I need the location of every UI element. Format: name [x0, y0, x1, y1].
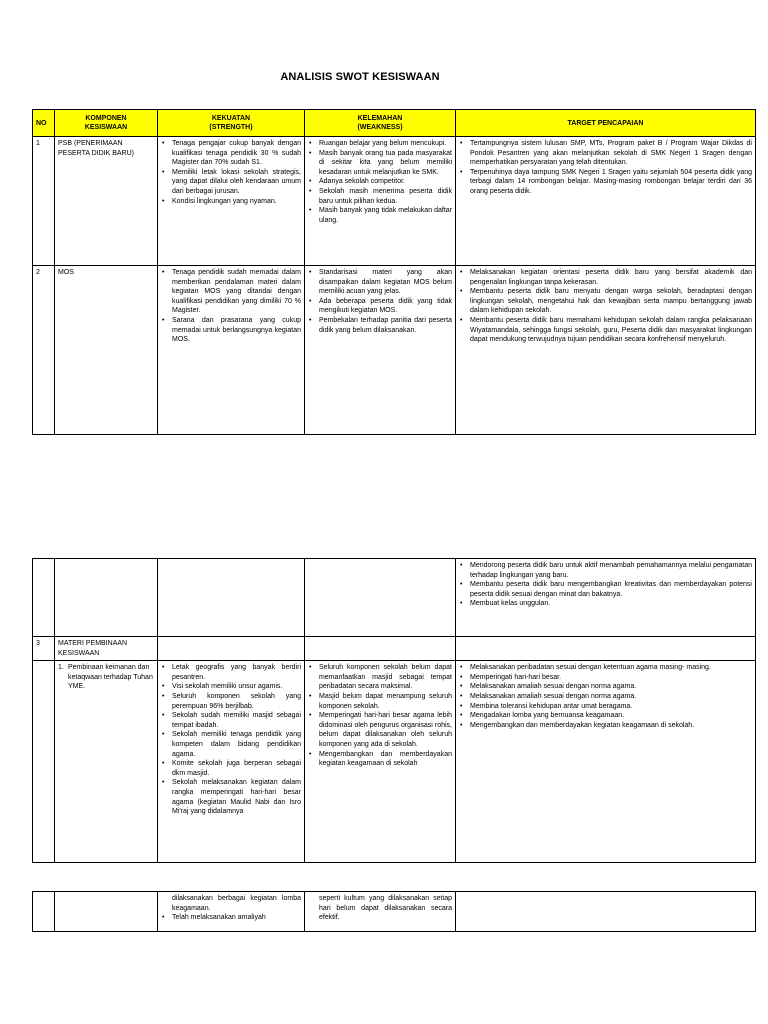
row-number: 2	[33, 266, 55, 435]
row-kekuatan	[158, 137, 305, 266]
row-kelemahan	[305, 137, 456, 266]
list-item: • Sekolah melaksanakan kegiatan dalam rangka memperingati hari-hari besar agama (kegiatan Maulid Nabi dan Isro Mi'raj yang didalamnya	[161, 778, 301, 816]
list-item: • Tertampungnya sistem lulusan SMP, MTs, Program paket B / Program Wajar Dikdas di Pondok Pesantren yang akan melanjutkan sekolah di SMK Negeri 1 Sragen dengan memperhatikan persyaratan yang telah ditentukan.	[459, 139, 752, 168]
sub-number: 1.	[58, 664, 64, 672]
list-item: • Sarana dan prasarana yang cukup memadai untuk berlangsungnya kegiatan MOS.	[161, 316, 301, 345]
list-item: • Komite sekolah juga berperan sebagai dkm masjid.	[161, 759, 301, 778]
list-item: • Pembekalan terhadap panitia dari peserta didik yang belum dilaksanakan.	[308, 316, 452, 335]
list-item: • Memiliki letak lokasi sekolah strategis, yang dapat dilalui oleh kendaraan umum dari berbagai jurusan.	[161, 168, 301, 197]
list-item: • Memperingati hari-hari besar agama lebih didominasi oleh pengurus organisasi rohis, belum dapat dilaksanakan oleh seluruh komponen yang ada di sekolah.	[308, 711, 452, 749]
row-komponen: PSB (PENERIMAAN PESERTA DIDIK BARU)	[55, 137, 158, 266]
list-item: • Masih banyak yang tidak melakukan daftar ulang.	[308, 206, 452, 225]
swot-table-page-2	[32, 558, 756, 863]
list-item: • Visi sekolah memiliki unsur agamis.	[161, 682, 301, 692]
list-item: • Membantu peserta didik baru memahami kehidupan sekolah dalam rangka pelaksanaan Wiyatamandala, sehingga fungsi sekolah, guru, Peserta didik dan masyarakat lingkungan dapat mendukung terwujudnya tujuan pendidikan secara konfrehensif menyeluruh.	[459, 316, 752, 345]
list-item: • Mendorong peserta didik baru untuk aktif menambah pemahamannya melalui pengamatan terhadap lingkungan yang baru.	[459, 561, 752, 580]
row-kelemahan	[305, 892, 456, 932]
row-number: 1	[33, 137, 55, 266]
list-item: • Melaksanakan peribadatan sesuai dengan ketentuan agama masing- masing.	[459, 663, 752, 673]
row-kekuatan	[158, 661, 305, 863]
list-item-continued: seperti kultum yang dilaksanakan setiap hari belum dapat dilaksanakan secara efektif.	[319, 895, 452, 922]
list-item: • Membuat kelas unggulan.	[459, 599, 752, 609]
row-kelemahan	[305, 266, 456, 435]
table-row	[33, 637, 756, 661]
row-target	[456, 661, 756, 863]
header-kekuatan: KEKUATAN (STRENGTH)	[158, 110, 305, 137]
header-kelemahan: KELEMAHAN (WEAKNESS)	[305, 110, 456, 137]
sub-komponen: Pembinaan keimanan dan ketaqwaan terhadap Tuhan YME.	[68, 664, 153, 691]
swot-table-page-1	[32, 109, 756, 435]
list-item: • Telah melaksanakan amaliyah	[161, 913, 301, 923]
row-kekuatan	[158, 892, 305, 932]
table-row	[33, 892, 756, 932]
row-komponen	[55, 661, 158, 863]
list-item: • Sekolah memiliki tenaga pendidik yang kompeten dalam bidang pendidikan agama.	[161, 730, 301, 759]
list-item: • Membina toleransi kehidupan antar umat beragama.	[459, 702, 752, 712]
swot-table-page-3	[32, 891, 756, 932]
list-item: • Seluruh komponen sekolah yang perempuan 96% berjilbab.	[161, 692, 301, 711]
list-item: • Ada beberapa peserta didik yang tidak mengikuti kegiatan MOS.	[308, 297, 452, 316]
table-row	[33, 137, 756, 266]
list-item: • Tenaga pendidik sudah memadai dalam memberikan pendalaman materi dalam kegiatan MOS yang ditandai dengan kualifikasi pendidikan yang dimiliki 70 % Magister.	[161, 268, 301, 316]
row-target	[456, 559, 756, 637]
row-number: 3	[33, 637, 55, 661]
header-komponen: KOMPONEN KESISWAAN	[55, 110, 158, 137]
list-item: • Membantu peserta didik baru menyatu dengan warga sekolah, beradaptasi dengan lingkungan sekolah, mengetahui hak dan kewajiban serta mampu bertanggung jawab dalam kehidupan sekolah.	[459, 287, 752, 316]
list-item: • Masih banyak orang tua pada masyarakat di sekitar kita yang belum memiliki kesadaran untuk melanjutkan ke SMK.	[308, 149, 452, 178]
header-target: TARGET PENCAPAIAN	[456, 110, 756, 137]
table-row	[33, 559, 756, 637]
table-header-row	[33, 110, 756, 137]
list-item: • Melaksanakan kegiatan orientasi peserta didik baru yang bersifat akademik dan pengenalan lingkungan tanpa kekerasan.	[459, 268, 752, 287]
list-item: • Ruangan belajar yang belum mencukupi.	[308, 139, 452, 149]
list-item: • Melaksanakan amaliah sesuai dengan norma agama.	[459, 682, 752, 692]
row-kekuatan	[158, 266, 305, 435]
table-row	[33, 266, 756, 435]
document-title: ANALISIS SWOT KESISWAAN	[280, 71, 440, 83]
list-item: • Kondisi lingkungan yang nyaman.	[161, 197, 301, 207]
list-item: • Melaksanakan amaliah sesuai dengan norma agama.	[459, 692, 752, 702]
row-kelemahan	[305, 661, 456, 863]
list-item: • Mengembangkan dan memberdayakan kegiatan keagamaan di sekolah.	[459, 721, 752, 731]
list-item: • Terpenuhinya daya tampung SMK Negeri 1 Sragen yaitu sejumlah 504 peserta didik yang terbagi dalam 14 rombongan belajar. Masing-masing rombongan belajar terdiri dari 36 orang peserta didik.	[459, 168, 752, 197]
row-target	[456, 266, 756, 435]
list-item: • Seluruh komponen sekolah belum dapat memanfaatkan masjid sebagai tempat peribadatan secara maksimal.	[308, 663, 452, 692]
list-item: • Sekolah sudah memiliki masjid sebagai tempat ibadah.	[161, 711, 301, 730]
header-no: NO	[33, 110, 55, 137]
list-item: • Masjid belum dapat menampung seluruh komponen sekolah.	[308, 692, 452, 711]
list-item: • Adanya sekolah competitor.	[308, 177, 452, 187]
list-item: • Mengembangkan dan memberdayakan kegiatan keagamaan di sekolah	[308, 750, 452, 769]
list-item: • Letak geografis yang banyak berdiri pesantren.	[161, 663, 301, 682]
list-item: • Memperingati hari-hari besar.	[459, 673, 752, 683]
list-item: • Membantu peserta didik baru mengembangkan kreativitas dan memberdayakan potensi peserta didik sesuai dengan minat dan bakatnya.	[459, 580, 752, 599]
row-komponen: MOS	[55, 266, 158, 435]
list-item: • Tenaga pengajar cukup banyak dengan kualifikasi tenaga pendidik 30 % sudah Magister dan 70% sudah S1.	[161, 139, 301, 168]
table-row	[33, 661, 756, 863]
list-item: • Mengadakan lomba yang bernuansa keagamaan.	[459, 711, 752, 721]
list-item-continued: dilaksanakan berbagai kegiatan lomba keagamaan.	[172, 895, 301, 912]
list-item: • Standarisasi materi yang akan disampaikan dalam kegiatan MOS belum memiliki acuan yang jelas.	[308, 268, 452, 297]
row-komponen: MATERI PEMBINAAN KESISWAAN	[55, 637, 158, 661]
row-target	[456, 137, 756, 266]
list-item: • Sekolah masih menerima peserta didik baru untuk pilihan kedua.	[308, 187, 452, 206]
